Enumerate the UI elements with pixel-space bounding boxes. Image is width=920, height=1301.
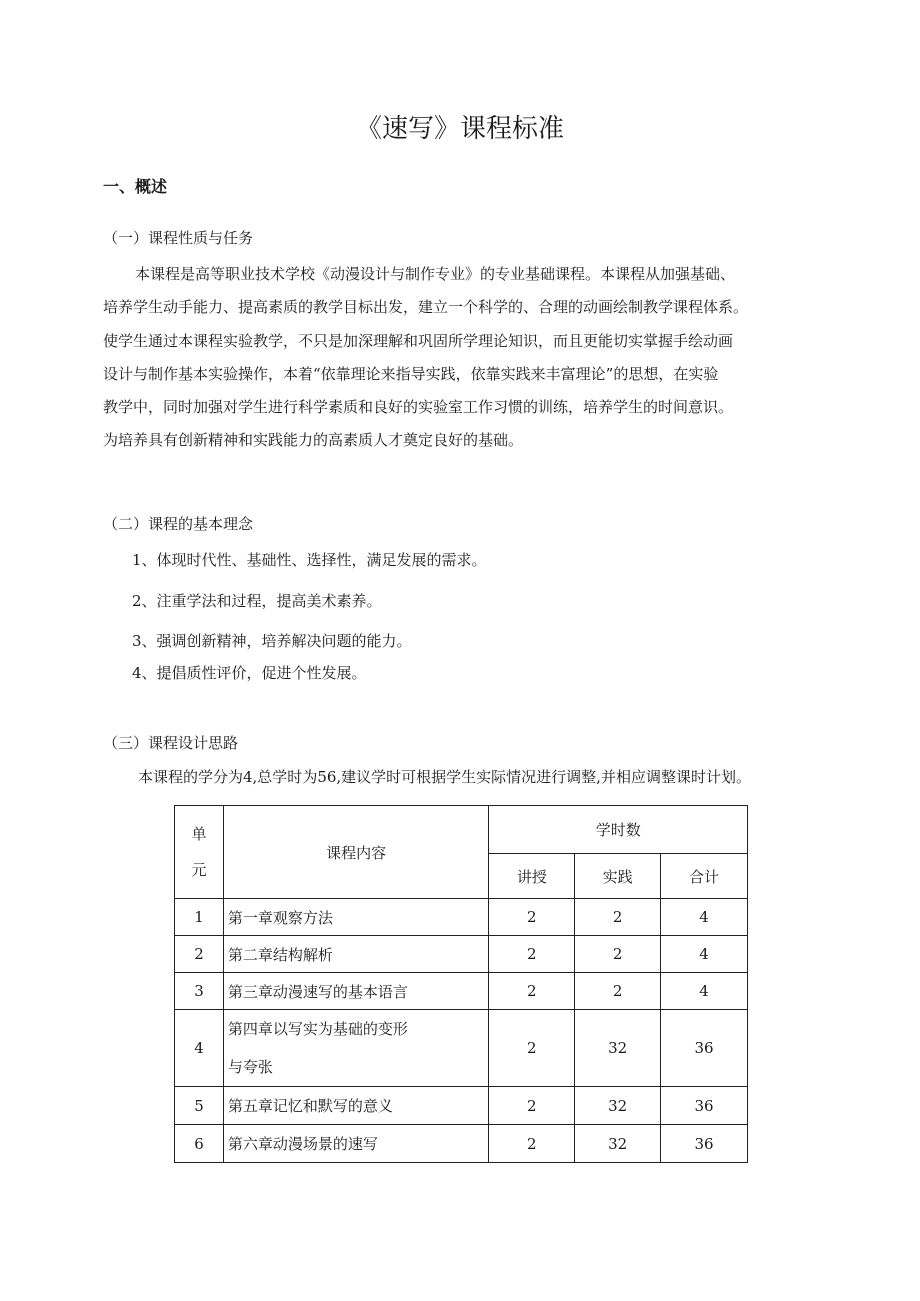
philosophy-item: 2、注重学法和过程，提高美术素养。 [132,592,382,610]
table-row [175,899,748,936]
content-cell: 第三章动漫速写的基本语言 [223,973,488,1010]
table-row [175,1125,748,1163]
lecture-cell: 2 [489,973,575,1010]
lecture-cell: 2 [489,899,575,936]
paragraph-line: 教学中，同时加强对学生进行科学素质和良好的实验室工作习惯的训练，培养学生的时间意识。 [103,398,734,417]
lecture-cell: 2 [489,1010,575,1087]
unit-cell: 1 [175,899,224,936]
lecture-cell: 2 [489,1087,575,1125]
content-cell: 第二章结构解析 [223,936,488,973]
paragraph-line: 设计与制作基本实验操作，本着“依靠理论来指导实践，依靠实践来丰富理论”的思想，在实验 [103,364,719,383]
paragraph-line: 为培养具有创新精神和实践能力的高素质人才奠定良好的基础。 [103,431,524,450]
total-cell: 36 [661,1010,748,1087]
hours-header-cell: 学时数 [489,806,748,854]
section-heading-overview: 一、概述 [103,177,168,196]
practice-cell: 32 [575,1087,661,1125]
paragraph-line: 使学生通过本课程实验教学，不只是加深理解和巩固所学理论知识，而且更能切实掌握手绘动画 [103,331,734,350]
content-line: 第四章以写实为基础的变形 [227,1020,408,1038]
content-cell [223,1010,488,1087]
total-cell: 4 [661,899,748,936]
lecture-cell: 2 [489,1125,575,1163]
content-header-cell: 课程内容 [223,806,488,899]
philosophy-item: 1、体现时代性、基础性、选择性，满足发展的需求。 [132,551,487,569]
unit-cell: 3 [175,973,224,1010]
nature-paragraph [103,258,823,458]
lecture-header-cell: 讲授 [489,854,575,899]
content-line: 与夸张 [227,1058,273,1076]
schedule-table [174,805,748,1163]
subsection-heading-nature: （一）课程性质与任务 [103,229,254,247]
paragraph-line: 培养学生动手能力、提高素质的教学目标出发，建立一个科学的、合理的动画绘制教学课程体系。 [103,298,749,317]
practice-cell: 2 [575,973,661,1010]
content-cell: 第五章记忆和默写的意义 [223,1087,488,1125]
table-row [175,1087,748,1125]
unit-header-char: 单 [191,825,207,843]
unit-header-char: 元 [191,861,207,879]
unit-header-cell [175,806,224,899]
content-cell: 第一章观察方法 [223,899,488,936]
subsection-heading-philosophy: （二）课程的基本理念 [103,515,254,533]
design-intro: 本课程的学分为4,总学时为56,建议学时可根据学生实际情况进行调整,并相应调整课时计划。 [138,768,751,786]
unit-cell: 2 [175,936,224,973]
table-row [175,936,748,973]
table-row [175,1010,748,1087]
unit-cell: 6 [175,1125,224,1163]
practice-header-cell: 实践 [575,854,661,899]
total-cell: 4 [661,936,748,973]
subsection-heading-design: （三）课程设计思路 [103,734,239,752]
practice-cell: 32 [575,1125,661,1163]
unit-cell: 4 [175,1010,224,1087]
table-row [175,973,748,1010]
content-cell: 第六章动漫场景的速写 [223,1125,488,1163]
total-cell: 36 [661,1125,748,1163]
total-cell: 36 [661,1087,748,1125]
practice-cell: 32 [575,1010,661,1087]
paragraph-line: 本课程是高等职业技术学校《动漫设计与制作专业》的专业基础课程。本课程从加强基础、 [135,265,736,283]
unit-cell: 5 [175,1087,224,1125]
practice-cell: 2 [575,899,661,936]
table-header-row [175,806,748,854]
total-header-cell: 合计 [661,854,748,899]
practice-cell: 2 [575,936,661,973]
total-cell: 4 [661,973,748,1010]
page-title: 《速写》课程标准 [355,114,564,144]
lecture-cell: 2 [489,936,575,973]
philosophy-item: 3、强调创新精神，培养解决问题的能力。 [132,632,412,650]
philosophy-item: 4、提倡质性评价，促进个性发展。 [132,664,367,682]
